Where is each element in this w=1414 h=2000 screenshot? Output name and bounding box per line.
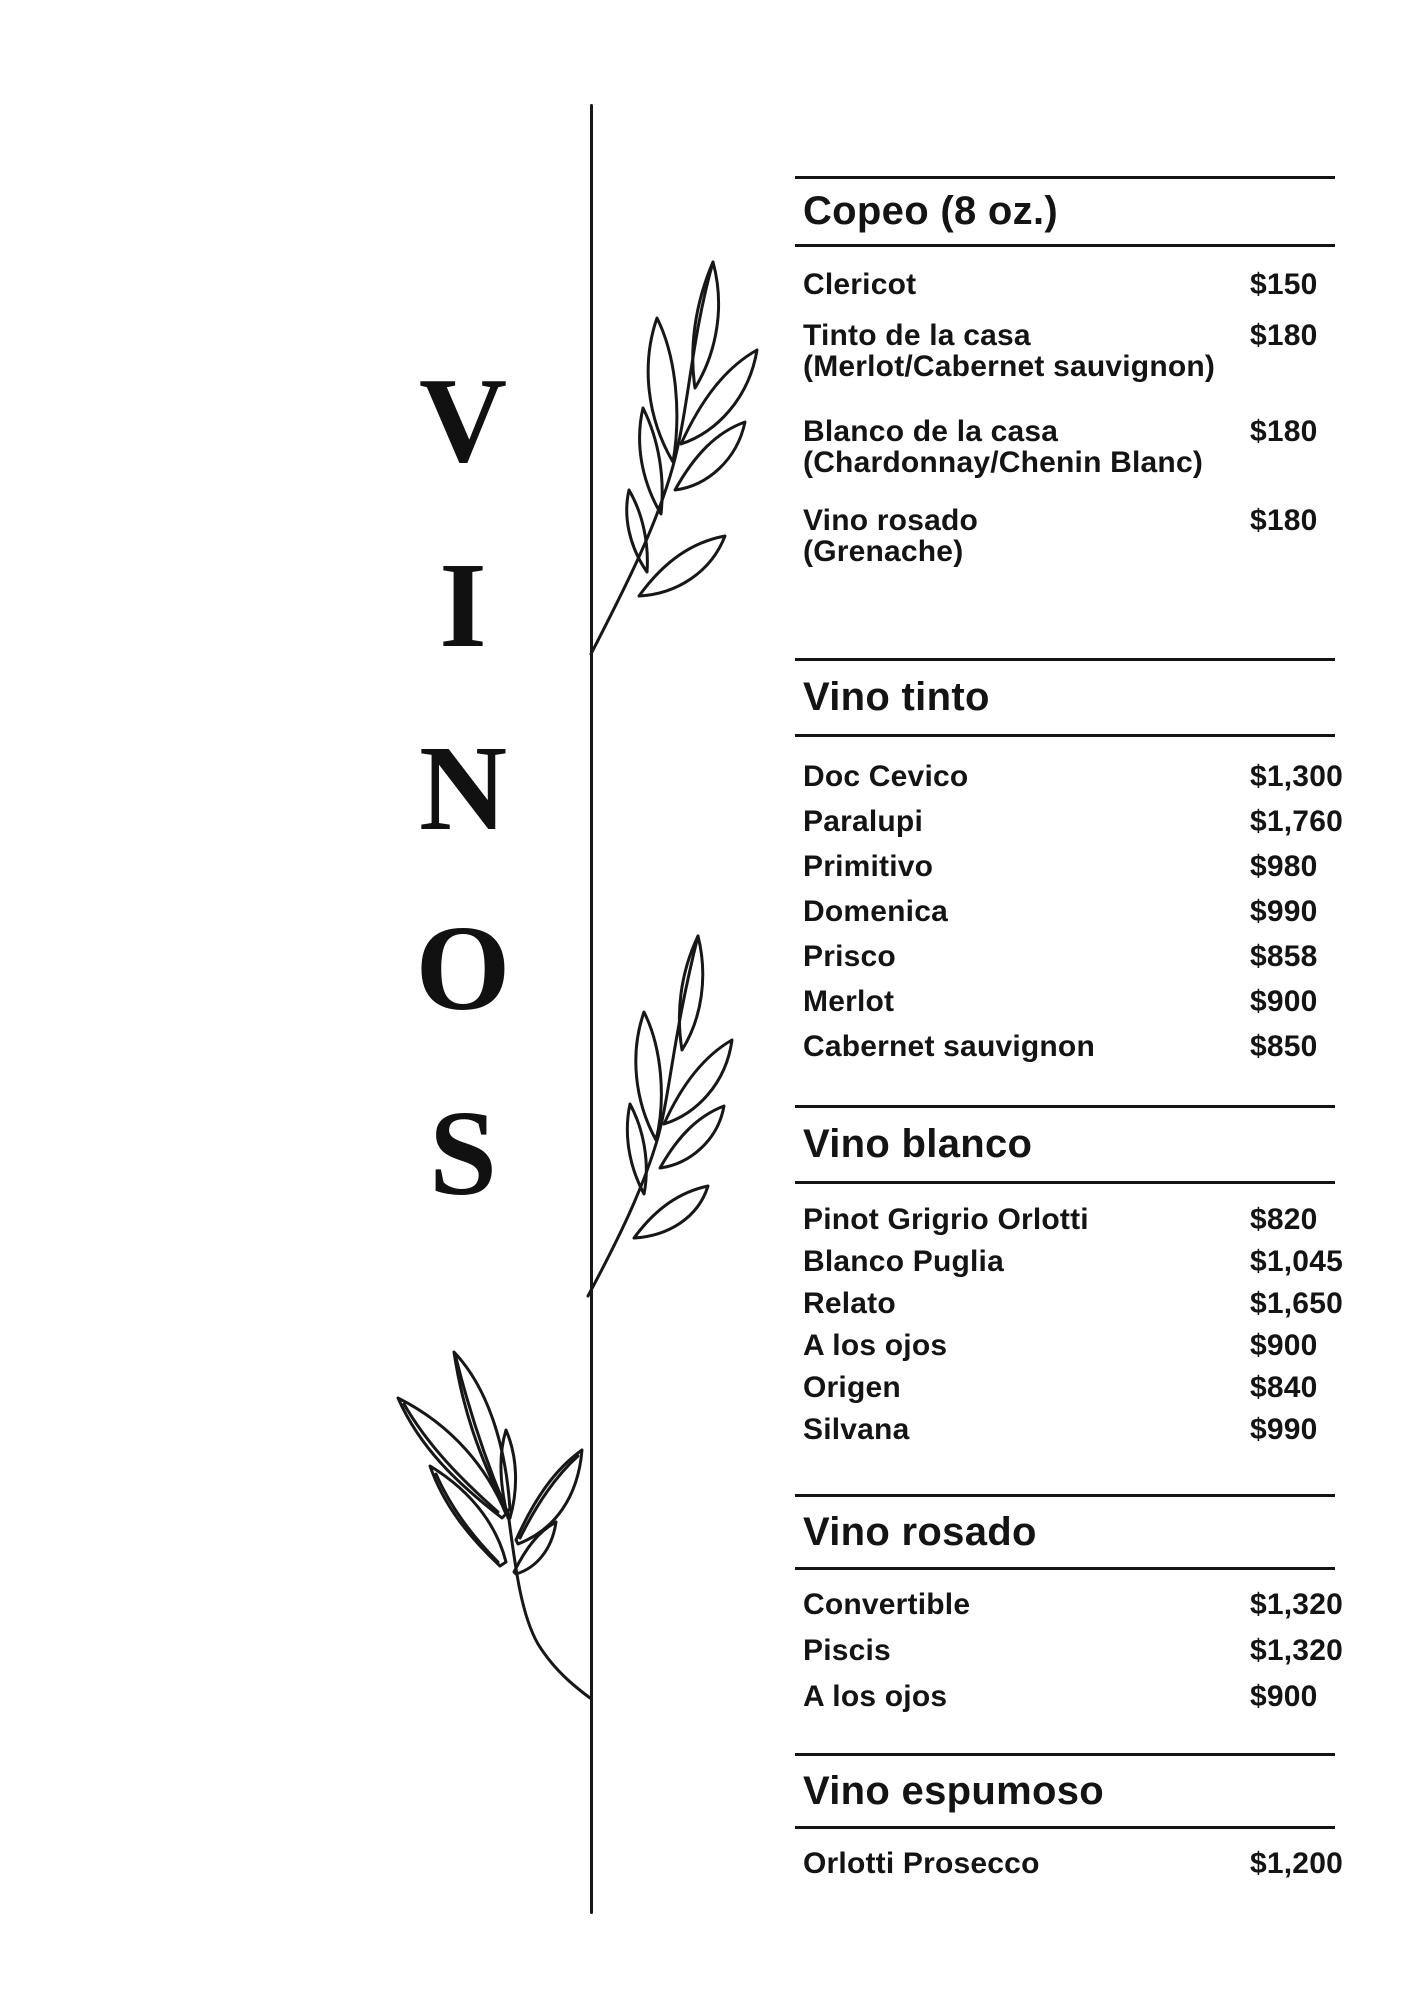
- item-price: $180: [1250, 504, 1318, 537]
- item-name: Clericot: [803, 268, 917, 301]
- item-price: $850: [1250, 1030, 1318, 1063]
- brand-letter-o: O: [415, 901, 511, 1036]
- item-price: $1,045: [1250, 1245, 1343, 1278]
- item-price: $900: [1250, 1680, 1318, 1713]
- item-name: Origen: [803, 1371, 901, 1404]
- section-items: [795, 754, 1343, 1069]
- item-name: Convertible: [803, 1588, 971, 1621]
- section-title-band: [795, 1494, 1335, 1570]
- item-name: Orlotti Prosecco: [803, 1847, 1040, 1880]
- item-name: Vino rosado: [803, 504, 979, 537]
- section-title-band: [795, 1753, 1335, 1829]
- menu-item: [795, 1283, 1343, 1325]
- menu-item: [795, 320, 1335, 382]
- brand-letter-s: S: [429, 1086, 497, 1221]
- item-name: Doc Cevico: [803, 760, 969, 793]
- section-items: [795, 269, 1335, 567]
- menu-item: [795, 1628, 1343, 1674]
- menu-section-vino-blanco: [795, 1105, 1343, 1451]
- item-name: A los ojos: [803, 1329, 948, 1362]
- menu-item: [795, 1841, 1343, 1887]
- item-name: Prisco: [803, 940, 896, 973]
- menu-item: [795, 505, 1335, 567]
- section-items: [795, 1199, 1343, 1451]
- menu-section-vino-tinto: [795, 658, 1343, 1069]
- item-price: $1,300: [1250, 760, 1343, 793]
- menu-item: [795, 1674, 1335, 1720]
- menu-item: [795, 889, 1335, 934]
- item-detail: (Grenache): [803, 535, 964, 568]
- item-name: Silvana: [803, 1413, 910, 1446]
- menu-item: [795, 1367, 1335, 1409]
- item-price: $900: [1250, 985, 1318, 1018]
- item-price: $1,650: [1250, 1287, 1343, 1320]
- item-name: Blanco de la casa: [803, 415, 1059, 448]
- section-title: Vino espumoso: [803, 1768, 1104, 1813]
- section-title: Vino rosado: [803, 1509, 1037, 1554]
- item-name: A los ojos: [803, 1680, 948, 1713]
- olive-branch-bottom-icon: [358, 1334, 594, 1704]
- item-name: Pinot Grigrio Orlotti: [803, 1203, 1089, 1236]
- item-name: Blanco Puglia: [803, 1245, 1004, 1278]
- item-name: Tinto de la casa: [803, 319, 1031, 352]
- menu-item: [795, 799, 1343, 844]
- item-name: Relato: [803, 1287, 896, 1320]
- menu-item: [795, 1582, 1343, 1628]
- item-price: $820: [1250, 1203, 1318, 1236]
- olive-branch-middle-icon: [580, 928, 745, 1300]
- item-detail: (Merlot/Cabernet sauvignon): [803, 350, 1216, 383]
- section-items: [795, 1841, 1343, 1887]
- item-name: Primitivo: [803, 850, 934, 883]
- menu-item: [795, 844, 1335, 889]
- item-price: $150: [1250, 268, 1318, 301]
- item-price: $858: [1250, 940, 1318, 973]
- item-name: Piscis: [803, 1634, 891, 1667]
- section-title: Vino tinto: [803, 675, 990, 719]
- menu-item: [795, 1409, 1335, 1451]
- item-price: $990: [1250, 895, 1318, 928]
- section-items: [795, 1582, 1343, 1720]
- menu-item: [795, 416, 1335, 478]
- item-price: $180: [1250, 319, 1318, 352]
- menu-item: [795, 1199, 1335, 1241]
- item-name: Paralupi: [803, 805, 923, 838]
- menu-item: [795, 934, 1335, 979]
- item-price: $980: [1250, 850, 1318, 883]
- item-detail: (Chardonnay/Chenin Blanc): [803, 446, 1204, 479]
- item-price: $180: [1250, 415, 1318, 448]
- item-price: $900: [1250, 1329, 1318, 1362]
- section-title-band: [795, 176, 1335, 247]
- item-price: $990: [1250, 1413, 1318, 1446]
- brand-letter-v: V: [418, 353, 508, 488]
- brand-letter-i: I: [439, 538, 487, 673]
- olive-branch-top-icon: [583, 252, 768, 660]
- item-price: $840: [1250, 1371, 1318, 1404]
- brand-letter-n: N: [418, 721, 508, 856]
- item-name: Merlot: [803, 985, 895, 1018]
- item-name: Domenica: [803, 895, 948, 928]
- section-title: Copeo (8 oz.): [803, 189, 1058, 233]
- menu-item: [795, 1024, 1335, 1069]
- menu-item: [795, 269, 1335, 300]
- menu-item: [795, 1325, 1335, 1367]
- menu-item: [795, 754, 1343, 799]
- item-price: $1,320: [1250, 1634, 1343, 1667]
- item-name: Cabernet sauvignon: [803, 1030, 1095, 1063]
- section-title-band: [795, 658, 1335, 737]
- section-title-band: [795, 1105, 1335, 1184]
- item-price: $1,320: [1250, 1588, 1343, 1621]
- menu-section-copeo: [795, 176, 1335, 567]
- menu-item: [795, 1241, 1343, 1283]
- menu-section-vino-espumoso: [795, 1753, 1343, 1887]
- item-price: $1,200: [1250, 1847, 1343, 1880]
- menu-section-vino-rosado: [795, 1494, 1343, 1720]
- item-price: $1,760: [1250, 805, 1343, 838]
- section-title: Vino blanco: [803, 1122, 1033, 1166]
- menu-item: [795, 979, 1335, 1024]
